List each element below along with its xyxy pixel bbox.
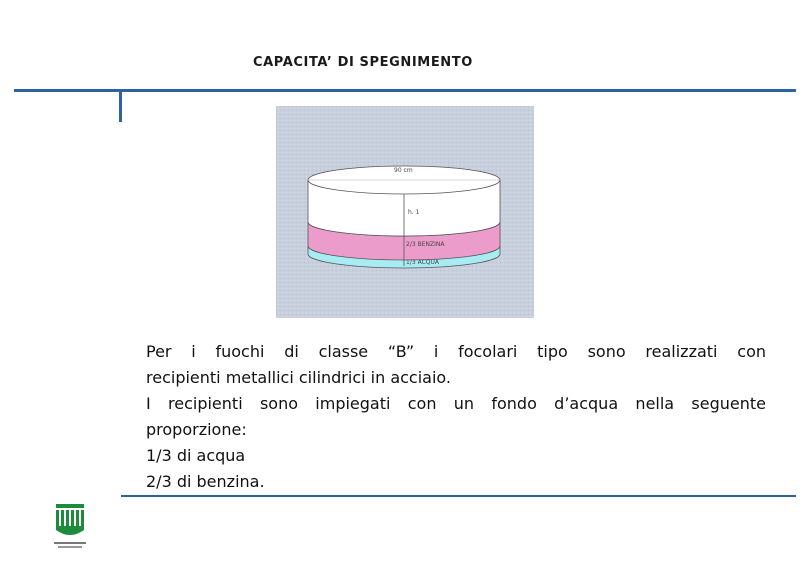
top-divider: [14, 89, 796, 92]
benzina-label: 2/3 BENZINA: [406, 241, 445, 248]
text-line-2: recipienti metallici cilindrici in acciaio.: [146, 368, 452, 387]
text-line-5: 1/3 di acqua: [146, 446, 246, 465]
text-line-6: 2/3 di benzina.: [146, 472, 265, 491]
text-line-3: I recipienti sono impiegati con un fondo d’acqua nella seguente: [146, 394, 766, 413]
text-line-1: Per i fuochi di classe “B” i focolari tipo sono realizzati con: [146, 342, 766, 361]
university-logo: [50, 500, 90, 552]
acqua-label: 1/3 ACQUA: [406, 259, 439, 266]
divider-tick: [119, 91, 122, 122]
height-label: h. 1: [408, 209, 420, 216]
body-text: [146, 339, 766, 495]
diameter-label: 90 cm: [394, 167, 413, 174]
bottom-divider: [121, 495, 796, 497]
cylinder-diagram: [276, 106, 534, 318]
text-line-4: proporzione:: [146, 420, 247, 439]
slide-title: CAPACITA’ DI SPEGNIMENTO: [253, 55, 473, 70]
